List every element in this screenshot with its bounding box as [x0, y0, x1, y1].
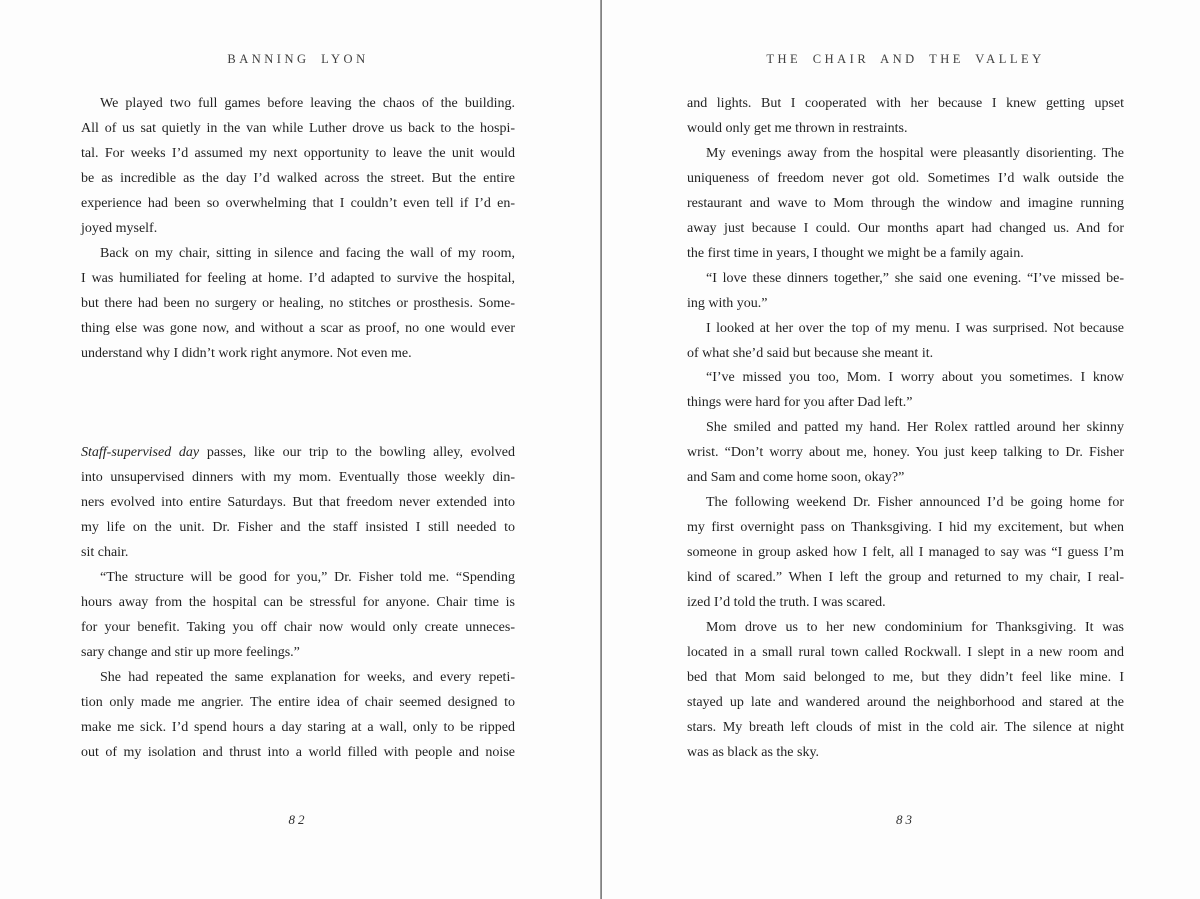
text-line: joyed myself. — [81, 220, 158, 236]
text-line: tion only made me angrier. The entire idea of chair seemed designed to — [81, 694, 515, 710]
text-line: Staff-supervised day passes, like our trip to the bowling alley, evolved — [81, 445, 516, 461]
page-number-right: 83 — [896, 812, 915, 827]
paragraph — [687, 92, 1124, 142]
text-line: but there had been no surgery or healing, no stitches or prosthesis. Some- — [81, 295, 515, 311]
text-line: was as black as the sky. — [687, 744, 820, 760]
text-line: sit chair. — [81, 545, 129, 561]
text-line: for your benefit. Taking you off chair now would only create unneces- — [81, 620, 515, 635]
paragraph — [81, 92, 515, 242]
text-line: thing else was gone now, and without a scar as proof, no one would ever — [81, 320, 515, 336]
text-line: Back on my chair, sitting in silence and facing the wall of my room, — [100, 245, 515, 261]
text-line: “I love these dinners together,” she said one evening. “I’ve missed be- — [706, 270, 1124, 286]
text-line: hours away from the hospital can be stressful for anyone. Chair time is — [81, 595, 515, 611]
page-body-left — [81, 92, 515, 766]
page-left — [81, 0, 515, 899]
text-line: restaurant and wave to Mom through the window and imagine running — [687, 195, 1124, 211]
text-line: be as incredible as the day I’d walked across the street. But the entire — [81, 170, 515, 186]
text-line: into unsupervised dinners with my mom. Eventually those weekly din- — [81, 470, 515, 486]
text-line: experience had been so overwhelming that I couldn’t even tell if I’d en- — [81, 195, 515, 211]
page-number-left: 82 — [288, 812, 308, 827]
text-line: uniqueness of freedom never got old. Sometimes I’d walk outside the — [687, 170, 1124, 186]
page-gutter-divider — [600, 0, 602, 899]
text-line: ners evolved into entire Saturdays. But that freedom never extended into — [81, 495, 515, 511]
text-line: bed that Mom said belonged to me, but they didn’t feel like mine. I — [687, 669, 1124, 685]
paragraph — [687, 616, 1124, 766]
text-line: All of us sat quietly in the van while Luther drove us back to the hospi- — [81, 120, 515, 136]
paragraph — [687, 142, 1124, 267]
paragraph — [687, 491, 1124, 616]
text-line: tal. For weeks I’d assumed my next opportunity to leave the unit would — [81, 145, 515, 161]
text-line: out of my isolation and thrust into a world filled with people and noise — [81, 744, 515, 760]
text-line: I was humiliated for feeling at home. I’d adapted to survive the hospital, — [81, 270, 515, 286]
text-line: my first overnight pass on Thanksgiving. I hid my excitement, but when — [687, 520, 1124, 536]
paragraph — [687, 317, 1124, 367]
text-line: away just because I could. Our months apart had changed us. And for — [687, 220, 1124, 236]
text-line: We played two full games before leaving the chaos of the building. — [100, 96, 515, 111]
text-line: stars. My breath left clouds of mist in the cold air. The silence at night — [687, 719, 1124, 735]
page-right — [687, 0, 1124, 899]
italic-lead: Staff-supervised day — [81, 445, 200, 461]
paragraph — [687, 366, 1124, 416]
text-line: make me sick. I’d spend hours a day staring at a wall, only to be ripped — [81, 719, 515, 735]
paragraph — [81, 566, 515, 666]
text-line: Mom drove us to her new condominium for Thanksgiving. It was — [706, 620, 1124, 636]
text-line: “The structure will be good for you,” Dr. Fisher told me. “Spending — [100, 570, 515, 586]
text-line: She had repeated the same explanation for weeks, and every repeti- — [100, 669, 515, 685]
text-line: I looked at her over the top of my menu. I was surprised. Not because — [706, 320, 1124, 336]
paragraph — [81, 242, 515, 367]
text-line: my life on the unit. Dr. Fisher and the staff insisted I still needed to — [81, 520, 515, 536]
text-line: sary change and stir up more feelings.” — [81, 644, 300, 660]
running-header-author: BANNING LYON — [227, 52, 369, 66]
text-line: My evenings away from the hospital were pleasantly disorienting. The — [706, 145, 1124, 161]
text-line: ized I’d told the truth. I was scared. — [687, 595, 886, 611]
text-line: located in a small rural town called Rockwall. I slept in a new room and — [687, 644, 1124, 660]
paragraph — [81, 441, 515, 566]
text-line: kind of scared.” When I left the group and returned to my chair, I real- — [687, 570, 1124, 586]
paragraph — [687, 416, 1124, 491]
text-line: things were hard for you after Dad left.” — [687, 395, 913, 411]
text-line: someone in group asked how I felt, all I managed to say was “I guess I’m — [687, 545, 1124, 561]
paragraph — [687, 267, 1124, 317]
text-line: wrist. “Don’t worry about me, honey. You just keep talking to Dr. Fisher — [687, 445, 1124, 461]
text-line: would only get me thrown in restraints. — [687, 120, 908, 136]
page-body-right — [687, 92, 1124, 766]
text-line: She smiled and patted my hand. Her Rolex rattled around her skinny — [706, 420, 1124, 436]
paragraph — [81, 666, 515, 766]
text-line: and lights. But I cooperated with her because I knew getting upset — [687, 96, 1124, 111]
text-line: stayed up late and wandered around the neighborhood and stared at the — [687, 694, 1124, 710]
text-line: The following weekend Dr. Fisher announced I’d be going home for — [706, 495, 1124, 511]
running-header-title: THE CHAIR AND THE VALLEY — [766, 52, 1045, 66]
text-line: “I’ve missed you too, Mom. I worry about you sometimes. I know — [706, 370, 1124, 386]
text-line: and Sam and come home soon, okay?” — [687, 470, 905, 486]
text-line: the first time in years, I thought we might be a family again. — [687, 245, 1024, 261]
text-line: understand why I didn’t work right anymore. Not even me. — [81, 345, 412, 361]
text-line: of what she’d said but because she meant it. — [687, 345, 934, 361]
text-line: ing with you.” — [687, 295, 768, 311]
